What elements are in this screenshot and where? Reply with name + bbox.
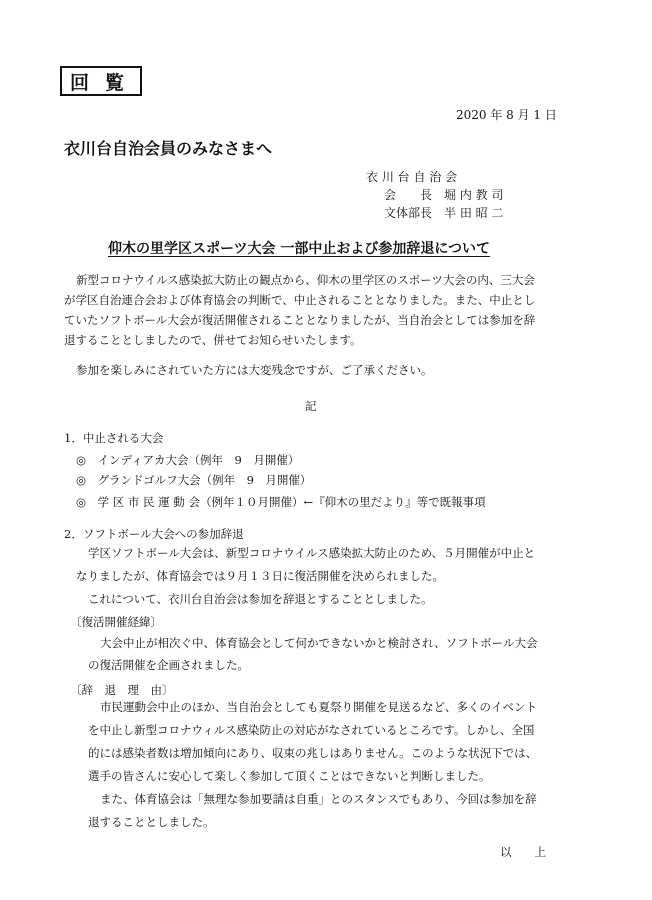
section2-line: これについて、衣川台自治会は参加を辞退とすることとしました。 (88, 592, 433, 606)
intro-line: 退することとしましたので、併せてお知らせいたします。 (64, 333, 362, 347)
revival-heading: 〔復活開催経緯〕 (70, 615, 162, 629)
section1-item: ◎ インディアカ大会（例年 9 月開催） (76, 453, 300, 467)
addressee: 衣川台自治会員のみなさまへ (64, 139, 273, 158)
section1-item: ◎ グランドゴルフ大会（例年 9 月開催） (76, 473, 312, 487)
sender-chairman: 会 長 堀 内 教 司 (384, 188, 504, 202)
intro-line: ていたソフトボール大会が復活開催されることとなりましたが、当自治会としては参加を辞 (64, 313, 536, 327)
ki-mark: 記 (305, 399, 317, 413)
section2-line: 学区ソフトボール大会は、新型コロナウイルス感染拡大防止のため、５月開催が中止と (88, 546, 536, 560)
reason-line: 選手の皆さんに安心して楽しく参加して頂くことはできないと判断しました。 (88, 769, 491, 783)
circulation-label: 回覧 (70, 71, 141, 94)
reason-line: 的には感染者数は増加傾向にあり、収束の兆しはありません。このような状況下では、 (88, 746, 538, 760)
section2-heading: 2．ソフトボール大会への参加辞退 (64, 527, 244, 541)
revival-line: 大会中止が相次ぐ中、体育協会として何かできないかと検討され、ソフトボール大会 (100, 636, 538, 650)
intro-line: 参加を楽しみにされていた方には大変残念ですが、ご了承ください。 (76, 363, 433, 377)
reason-line: を中止し新型コロナウィルス感染防止の対応がなされているところです。しかし、全国 (88, 723, 535, 737)
section1-item: ◎ 学 区 市 民 運 動 会（例年１０月開催）←『仰木の里だより』等で既報事項 (76, 495, 486, 509)
intro-line: が学区自治連合会および体育協会の判断で、中止されることとなりました。また、中止とし (64, 293, 536, 307)
closing-mark: 以 上 (500, 845, 546, 859)
revival-line: の復活開催を企画されました。 (88, 658, 249, 672)
reason-line: 退することとしました。 (88, 815, 215, 829)
sender-org: 衣 川 台 自 治 会 (366, 170, 458, 184)
document-date: 2020 年 8 月 1 日 (456, 108, 557, 122)
circulation-box (60, 66, 142, 96)
intro-line: 新型コロナウイルス感染拡大防止の観点から、仰木の里学区のスポーツ大会の内、三大会 (76, 273, 535, 287)
reason-heading: 〔辞 退 理 由〕 (70, 683, 174, 697)
section2-line: なりましたが、体育協会では９月１３日に復活開催を決められました。 (76, 569, 444, 583)
section1-heading: 1．中止される大会 (64, 431, 164, 445)
reason-line: また、体育協会は「無理な参加要請は自重」とのスタンスでもあり、今回は参加を辞 (100, 792, 537, 806)
reason-line: 市民運動会中止のほか、当自治会としても夏祭り開催を見送るなど、多くのイベント (100, 700, 537, 714)
sender-sports-head: 文体部長 半 田 昭 二 (384, 206, 504, 220)
document-title: 仰木の里学区スポーツ大会 一部中止および参加辞退について (108, 241, 491, 257)
